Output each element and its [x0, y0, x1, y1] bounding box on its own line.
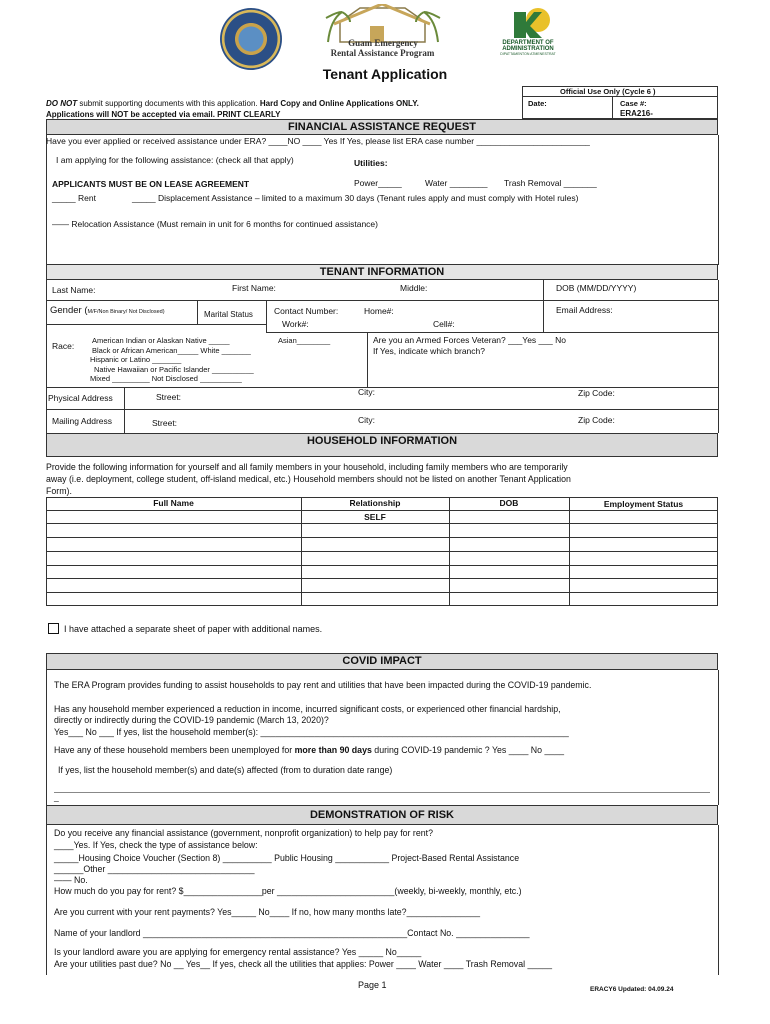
covid-q2-c: during COVID-19 pandemic ? Yes ____ No ____ [371, 745, 565, 755]
asian-option[interactable]: Asian________ [278, 336, 331, 345]
risk-other-option[interactable]: ______Other ______________________________ [54, 864, 255, 874]
official-case-value: ERA216- [620, 109, 653, 118]
contact-number-label: Contact Number: [274, 306, 339, 316]
covid-q1-l2: directly or indirectly during the COVID-19 pandemic (March 13, 2020)? [54, 715, 329, 725]
household-intro-l2: away (i.e. deployment, college student, off-island medical, etc.) Household members should not be listed on another Tenant Application [46, 474, 571, 484]
landlord-field[interactable]: Name of your landlord ______________________________________________________Contact No. _______________ [54, 928, 530, 938]
trash-field[interactable]: Trash Removal _______ [504, 178, 597, 188]
relocation-option[interactable]: —— Relocation Assistance (Must remain in unit for 6 months for continued assistance) [52, 219, 378, 229]
notice-line1-bold: Hard Copy and Online Applications ONLY. [257, 99, 419, 108]
mailing-zip-field[interactable]: Zip Code: [578, 415, 615, 425]
col-employment: Employment Status [603, 499, 684, 509]
guam-seal-logo [220, 8, 282, 70]
tenant-header: TENANT INFORMATION [46, 264, 718, 280]
home-phone-field[interactable]: Home#: [364, 306, 394, 316]
gender-options: M/F/Non Binary/ Not Disclosed) [87, 309, 165, 315]
page-title: Tenant Application [322, 66, 448, 82]
utilities-label: Utilities: [354, 158, 388, 168]
official-case-label: Case #: [620, 99, 647, 108]
financial-header: FINANCIAL ASSISTANCE REQUEST [46, 119, 718, 135]
risk-assistance-types[interactable]: _____Housing Choice Voucher (Section 8) __________ Public Housing ___________ Project-Based Rental Assistance [54, 853, 520, 863]
household-header: HOUSEHOLD INFORMATION [46, 433, 718, 457]
covid-q1-answer[interactable]: Yes___ No ___ If yes, list the household member(s): _______________________________________________________________ [54, 727, 569, 737]
col-relationship: Relationship [349, 498, 401, 508]
marital-status-field[interactable]: Marital Status [204, 310, 253, 319]
rent-current-field[interactable]: Are you current with your rent payments? Yes_____ No____ If no, how many months late?_______________ [54, 907, 480, 917]
cell-phone-field[interactable]: Cell#: [433, 319, 455, 329]
last-name-field[interactable]: Last Name: [52, 285, 96, 295]
attached-sheet-label: I have attached a separate sheet of paper with additional names. [64, 624, 323, 634]
q-applied-era[interactable]: Have you ever applied or received assistance under ERA? ____NO ____ Yes If Yes, please list ERA case number ________________________ [46, 136, 590, 146]
displacement-option[interactable]: _____ Displacement Assistance – limited to a maximum 30 days (Tenant rules apply and must comply with Hotel rules) [132, 193, 579, 203]
covid-dash: _ [54, 792, 59, 802]
race-option[interactable]: Native Hawaiian or Pacific Islander __________ [94, 364, 254, 374]
landlord-aware-field[interactable]: Is your landlord aware you are applying for emergency rental assistance? Yes _____ No_____ [54, 947, 422, 957]
household-row-inputs[interactable] [47, 524, 717, 606]
work-phone-field[interactable]: Work#: [282, 319, 309, 329]
dob-field[interactable]: DOB (MM/DD/YYYY) [556, 283, 637, 293]
middle-name-field[interactable]: Middle: [400, 283, 428, 293]
risk-header: DEMONSTRATION OF RISK [46, 805, 718, 825]
risk-q1: Do you receive any financial assistance (government, nonprofit organization) to help pay for rent? [54, 828, 433, 838]
program-name-line2: Rental Assistance Program [330, 48, 435, 58]
official-use-title: Official Use Only (Cycle 6 ) [560, 87, 656, 96]
version-label: ERACY6 Updated: 04.09.24 [590, 986, 674, 993]
race-option[interactable]: Black or African American_____ White _______ [92, 345, 251, 355]
notice-line2: Applications will NOT be accepted via email. PRINT CLEARLY [46, 110, 281, 119]
rent-option[interactable]: _____ Rent [52, 193, 96, 203]
notice-line1 [46, 99, 419, 108]
dept-line2: ADMINISTRATION [502, 46, 554, 52]
utilities-past-due-field[interactable]: Are your utilities past due? No __ Yes__ If yes, check all the utilities that applies: Power ____ Water ____ Trash Removal _____ [54, 959, 552, 969]
mailing-address-label: Mailing Address [52, 416, 113, 426]
covid-q2[interactable] [54, 745, 564, 755]
race-label: Race: [52, 341, 75, 351]
covid-intro: The ERA Program provides funding to assist households to pay rent and utilities that have been impacted during the COVID-19 pandemic. [54, 680, 592, 690]
race-option[interactable]: Hispanic or Latino _______ [90, 355, 182, 365]
notice-line1-rest: submit supporting documents with this application. [77, 99, 258, 108]
page-number: Page 1 [358, 980, 387, 990]
applying-for: I am applying for the following assistance: (check all that apply) [56, 155, 294, 165]
dept-line3: DIPATTAMENTON ATMENESTRAT [500, 52, 556, 56]
veteran-question[interactable]: Are you an Armed Forces Veteran? ___Yes ___ No [373, 335, 566, 345]
self-relationship: SELF [364, 512, 386, 522]
risk-yes-option[interactable]: ____Yes. If Yes, check the type of assistance below: [54, 840, 258, 850]
physical-zip-field[interactable]: Zip Code: [578, 388, 615, 398]
water-field[interactable]: Water ________ [425, 178, 488, 188]
mailing-street-field[interactable]: Street: [152, 418, 178, 428]
gender-label: Gender ( [50, 305, 88, 316]
covid-q2-a: Have any of these household members been unemployed for [54, 745, 295, 755]
email-field[interactable]: Email Address: [556, 305, 613, 315]
official-date-label: Date: [528, 99, 547, 108]
program-name-line1: Guam Emergency [348, 38, 418, 48]
covid-q1-l1: Has any household member experienced a reduction in income, incurred significant costs, or experienced other financial hardship, [54, 704, 561, 714]
doa-logo [508, 6, 558, 40]
physical-city-field[interactable]: City: [358, 387, 375, 397]
veteran-branch[interactable]: If Yes, indicate which branch? [373, 346, 485, 356]
physical-street-field[interactable]: Street: [156, 392, 182, 402]
household-intro-l1: Provide the following information for yourself and all family members in your household, including family members who are temporarily [46, 462, 568, 472]
col-full-name: Full Name [153, 498, 194, 508]
race-option[interactable]: Mixed _________ Not Disclosed __________ [90, 374, 242, 384]
dept-line1: DEPARTMENT OF [502, 40, 554, 46]
race-options[interactable] [90, 336, 254, 384]
covid-q2-b: more than 90 days [294, 745, 372, 755]
rent-amount-field[interactable]: How much do you pay for rent? $________________per ________________________(weekly, bi-weekly, monthly, etc.) [54, 886, 522, 896]
physical-address-label: Physical Address [48, 393, 113, 403]
notice-do-not: DO NOT [46, 99, 78, 108]
household-intro-l3: Form). [46, 486, 72, 496]
risk-no-option[interactable]: —— No. [54, 875, 88, 885]
covid-q2-members: If yes, list the household member(s) and date(s) affected (from to duration date range) [58, 765, 393, 775]
col-dob: DOB [499, 498, 519, 508]
mailing-city-field[interactable]: City: [358, 415, 375, 425]
covid-header: COVID IMPACT [46, 653, 718, 670]
first-name-field[interactable]: First Name: [232, 283, 276, 293]
lease-notice: APPLICANTS MUST BE ON LEASE AGREEMENT [52, 179, 250, 189]
attached-sheet-checkbox[interactable] [48, 623, 59, 634]
gender-field[interactable] [50, 305, 165, 316]
power-field[interactable]: Power_____ [354, 178, 402, 188]
race-option[interactable]: American Indian or Alaskan Native _____ [92, 336, 230, 345]
